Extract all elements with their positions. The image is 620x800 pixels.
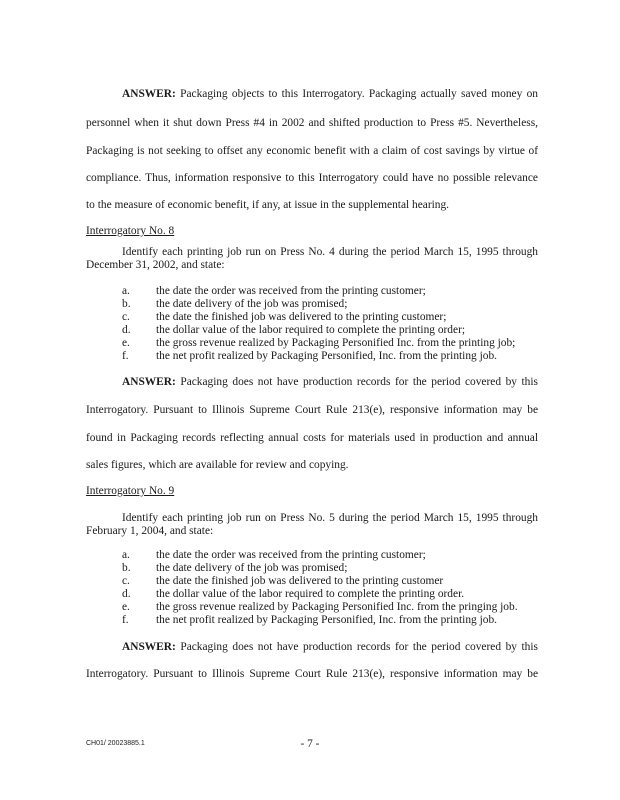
list-item: the date the finished job was delivered to the printing customer	[156, 575, 444, 587]
answer-label: ANSWER:	[122, 376, 176, 388]
list-letter: a.	[122, 285, 130, 297]
list-item: the date the order was received from the printing customer;	[156, 549, 426, 561]
list-letter: a.	[122, 549, 130, 561]
list-item: the dollar value of the labor required to complete the printing order;	[156, 324, 466, 336]
interrogatory-9-heading: Interrogatory No. 9	[86, 485, 175, 497]
answer-paragraph-line: found in Packaging records reflecting annual costs for materials used in production and annual	[86, 432, 538, 444]
list-letter: d.	[122, 324, 131, 336]
list-letter: e.	[122, 601, 130, 613]
list-item: the date delivery of the job was promised;	[156, 562, 348, 574]
interrogatory-9-intro: February 1, 2004, and state:	[86, 525, 214, 537]
answer-paragraph-line: Interrogatory. Pursuant to Illinois Supreme Court Rule 213(e), responsive information may be	[86, 668, 538, 680]
list-letter: e.	[122, 337, 130, 349]
list-letter: c.	[122, 575, 130, 587]
page-number: - 7 -	[300, 738, 320, 750]
list-item: the net profit realized by Packaging Personified, Inc. from the printing job.	[156, 614, 497, 626]
list-item: the gross revenue realized by Packaging Personified Inc. from the pringing job.	[156, 601, 518, 613]
list-item: the gross revenue realized by Packaging Personified Inc. from the printing job;	[156, 337, 516, 349]
answer-paragraph-line: to the measure of economic benefit, if any, at issue in the supplemental hearing.	[86, 199, 450, 211]
answer-paragraph-line: compliance. Thus, information responsive to this Interrogatory could have no possible relevance	[86, 172, 538, 184]
answer-paragraph-line: Interrogatory. Pursuant to Illinois Supreme Court Rule 213(e), responsive information may be	[86, 404, 538, 416]
list-item: the net profit realized by Packaging Personified, Inc. from the printing job.	[156, 350, 497, 362]
interrogatory-8-intro: Identify each printing job run on Press No. 4 during the period March 15, 1995 through	[122, 246, 538, 258]
list-item: the dollar value of the labor required to complete the printing order.	[156, 588, 465, 600]
answer-label: ANSWER:	[122, 641, 176, 653]
list-item: the date the finished job was delivered to the printing customer;	[156, 311, 447, 323]
answer-paragraph-line: sales figures, which are available for review and copying.	[86, 459, 349, 471]
interrogatory-8-intro: December 31, 2002, and state:	[86, 259, 225, 271]
list-letter: f.	[122, 350, 129, 362]
answer-paragraph-line: ANSWER: Packaging does not have production records for the period covered by this	[122, 641, 538, 653]
answer-paragraph-line: ANSWER: Packaging does not have production records for the period covered by this	[122, 376, 538, 388]
answer-paragraph-line: ANSWER: Packaging objects to this Interrogatory. Packaging actually saved money on	[122, 88, 538, 100]
list-letter: b.	[122, 298, 131, 310]
list-letter: d.	[122, 588, 131, 600]
list-item: the date the order was received from the printing customer;	[156, 285, 426, 297]
list-letter: c.	[122, 311, 130, 323]
interrogatory-8-heading: Interrogatory No. 8	[86, 225, 175, 237]
interrogatory-9-intro: Identify each printing job run on Press No. 5 during the period March 15, 1995 through	[122, 512, 538, 524]
document-id: CH01/ 20023885.1	[86, 740, 145, 747]
answer-paragraph-line: personnel when it shut down Press #4 in 2002 and shifted production to Press #5. Nevertheless,	[86, 117, 538, 129]
answer-label: ANSWER:	[122, 88, 176, 100]
answer-paragraph-line: Packaging is not seeking to offset any economic benefit with a claim of cost savings by virtue of	[86, 145, 538, 157]
list-item: the date delivery of the job was promised;	[156, 298, 348, 310]
list-letter: f.	[122, 614, 129, 626]
list-letter: b.	[122, 562, 131, 574]
